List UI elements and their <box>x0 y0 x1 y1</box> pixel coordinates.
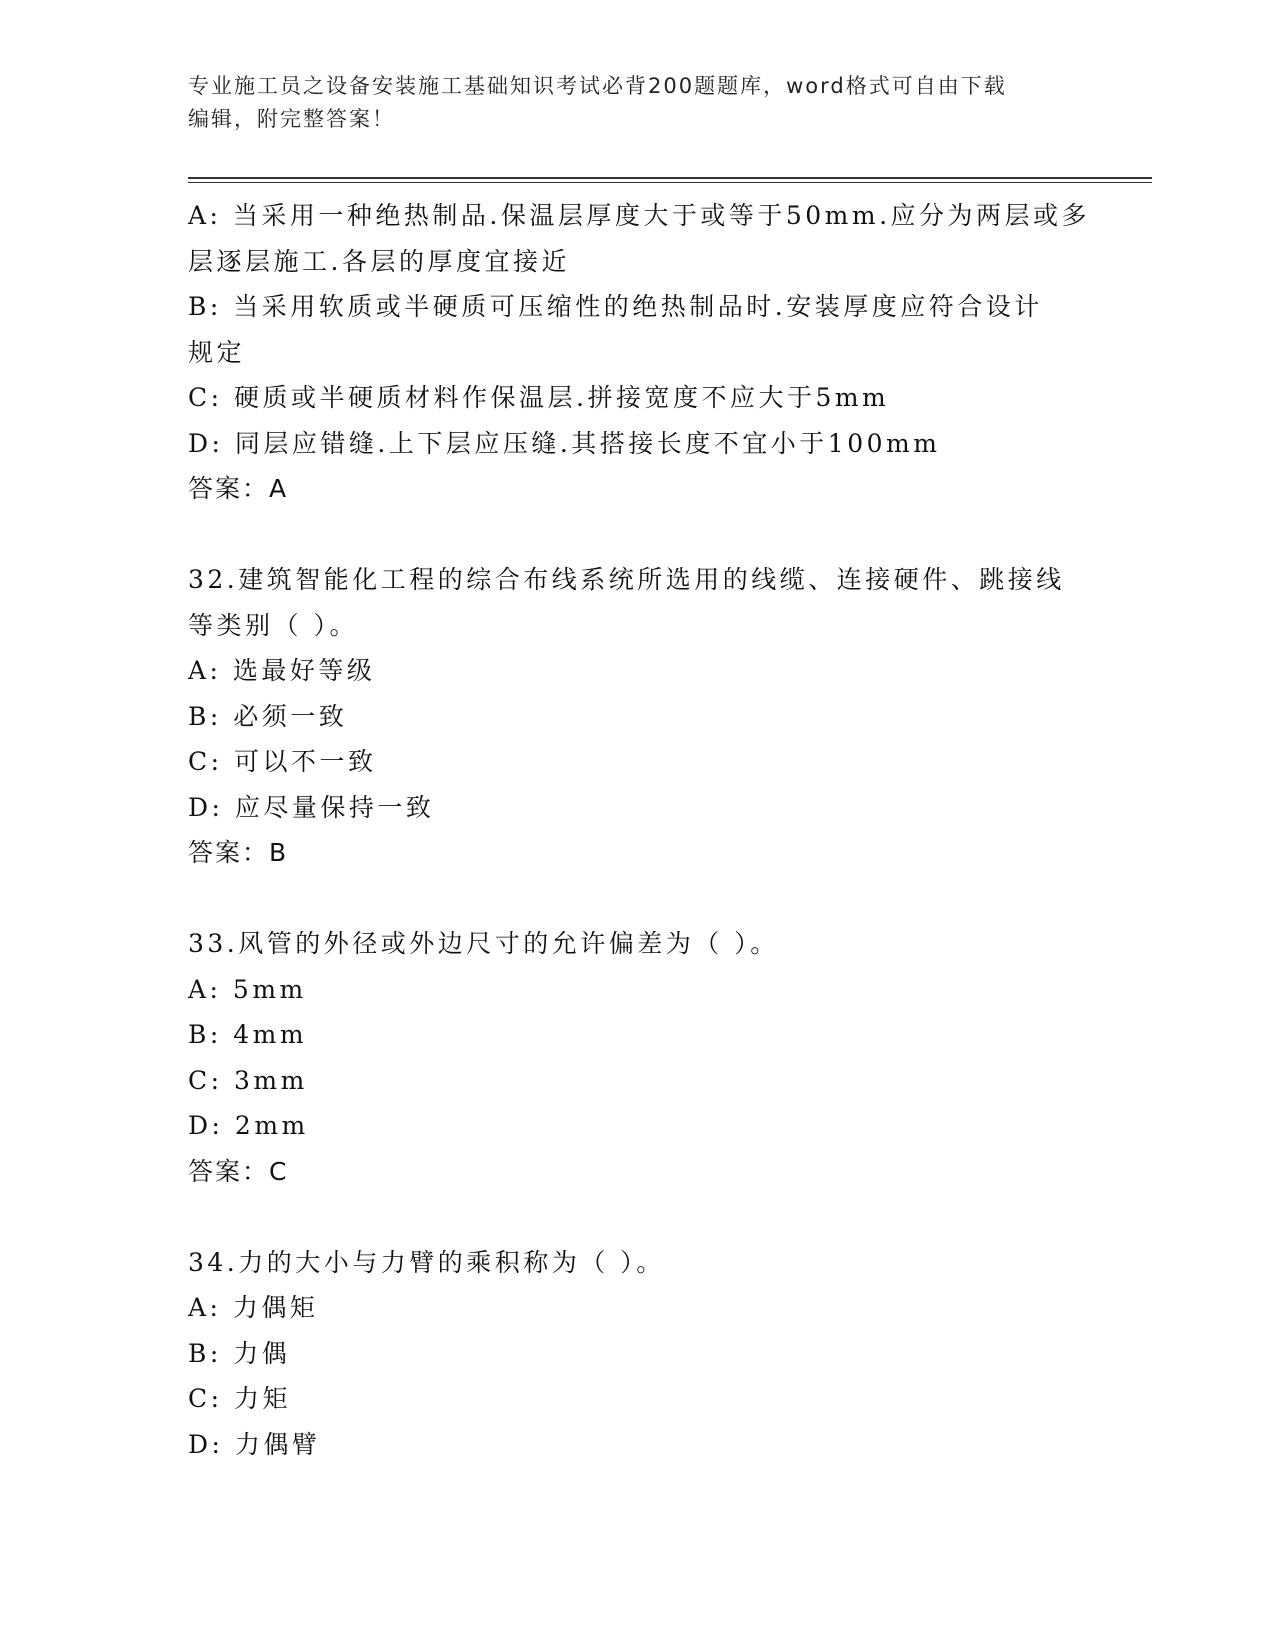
question-32 <box>188 557 1088 876</box>
question-stem-line2: 等类别（ ）。 <box>188 610 358 640</box>
question-stem-line1: 32.建筑智能化工程的综合布线系统所选用的线缆、连接硬件、跳接线 <box>188 565 1065 594</box>
question-list <box>188 193 1091 1467</box>
option-a: A: 选最好等级 <box>188 656 376 685</box>
question-31 <box>188 193 1091 512</box>
spacer <box>188 512 1088 558</box>
header-rule-bottom <box>188 182 1152 183</box>
option-b: B: 力偶 <box>188 1338 291 1368</box>
option-a: A: 力偶矩 <box>188 1293 319 1322</box>
option-a-line1: A: 当采用一种绝热制品.保温层厚度大于或等于50mm.应分为两层或多 <box>188 201 1091 230</box>
spacer <box>188 1194 1088 1240</box>
header-rule-top <box>188 177 1152 179</box>
question-34 <box>188 1240 1088 1468</box>
question-stem: 33.风管的外径或外边尺寸的允许偏差为（ ）。 <box>188 929 779 958</box>
question-33 <box>188 921 1088 1194</box>
option-c: C: 硬质或半硬质材料作保温层.拼接宽度不应大于5mm <box>188 383 890 412</box>
answer-label: 答案：A <box>188 474 289 503</box>
option-a: A: 5mm <box>188 974 307 1004</box>
spacer <box>188 876 1088 922</box>
document-header <box>188 70 1088 136</box>
option-d: D: 2mm <box>188 1111 309 1140</box>
option-d: D: 应尽量保持一致 <box>188 792 435 822</box>
answer-label: 答案：C <box>188 1156 289 1186</box>
question-stem: 34.力的大小与力臂的乘积称为（ ）。 <box>188 1247 665 1277</box>
option-d: D: 同层应错缝.上下层应压缝.其搭接长度不宜小于100mm <box>188 428 941 458</box>
answer-label: 答案：B <box>188 838 289 867</box>
option-c: C: 可以不一致 <box>188 747 377 776</box>
option-a-line2: 层逐层施工.各层的厚度宜接近 <box>188 246 570 276</box>
option-b: B: 4mm <box>188 1020 308 1049</box>
header-title-line2: 编辑，附完整答案！ <box>188 107 395 131</box>
option-b-line2: 规定 <box>188 337 246 367</box>
option-b: B: 必须一致 <box>188 701 348 731</box>
option-d: D: 力偶臂 <box>188 1429 321 1459</box>
option-c: C: 力矩 <box>188 1384 291 1413</box>
option-c: C: 3mm <box>188 1065 308 1095</box>
option-b-line1: B: 当采用软质或半硬质可压缩性的绝热制品时.安装厚度应符合设计 <box>188 292 1043 321</box>
header-title-line1: 专业施工员之设备安装施工基础知识考试必背200题题库，word格式可自由下载 <box>188 74 1007 98</box>
